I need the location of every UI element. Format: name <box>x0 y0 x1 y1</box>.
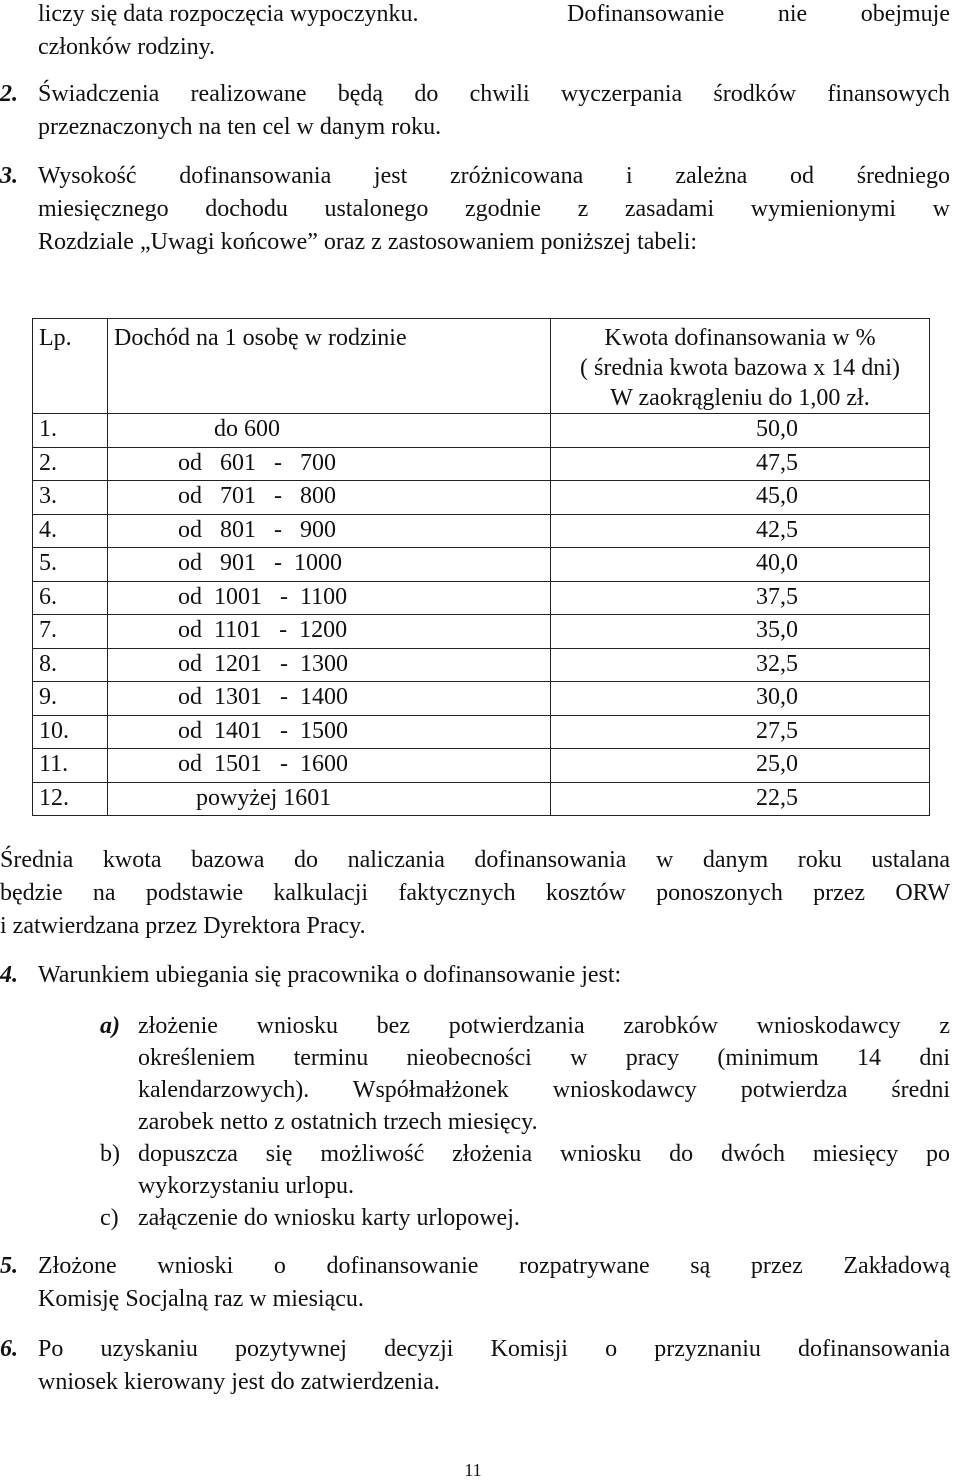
row-lp: 8. <box>33 648 108 682</box>
row-amount: 45,0 <box>551 481 930 515</box>
row-amount: 47,5 <box>551 447 930 481</box>
row-lp: 9. <box>33 682 108 716</box>
row-income: od 701 - 800 <box>108 481 551 515</box>
table-row <box>33 548 930 582</box>
row-income: od 1001 - 1100 <box>108 581 551 615</box>
item-3-number: 3. <box>0 163 18 189</box>
table-body <box>33 414 930 816</box>
header-amount-line1: Kwota dofinansowania w % <box>604 325 876 351</box>
row-income: od 1201 - 1300 <box>108 648 551 682</box>
item-3-line3: Rozdziale „Uwagi końcowe” oraz z zastosowaniem poniższej tabeli: <box>38 229 698 255</box>
row-lp: 10. <box>33 715 108 749</box>
table-row <box>33 782 930 816</box>
table-row <box>33 648 930 682</box>
row-lp: 11. <box>33 749 108 783</box>
header-amount-line3: W zaokrągleniu do 1,00 zł. <box>610 385 870 411</box>
item-4a-line4: zarobek netto z ostatnich trzech miesięcy. <box>138 1109 538 1135</box>
row-income: od 901 - 1000 <box>108 548 551 582</box>
row-amount: 37,5 <box>551 581 930 615</box>
row-amount: 50,0 <box>551 414 930 448</box>
table-row <box>33 715 930 749</box>
intro-text-right: Dofinansowanie nie obejmuje <box>567 1 950 27</box>
row-lp: 4. <box>33 514 108 548</box>
header-amount-line2: ( średnia kwota bazowa x 14 dni) <box>580 355 900 381</box>
row-amount: 22,5 <box>551 782 930 816</box>
header-income: Dochód na 1 osobę w rodzinie <box>108 319 551 414</box>
row-lp: 1. <box>33 414 108 448</box>
item-5-number: 5. <box>0 1253 18 1279</box>
item-6-line1: Po uzyskaniu pozytywnej decyzji Komisji o przyznaniu dofinansowania <box>38 1336 950 1362</box>
item-4-line1: Warunkiem ubiegania się pracownika o dofinansowanie jest: <box>38 962 622 988</box>
table-row <box>33 481 930 515</box>
item-4c-marker: c) <box>100 1205 119 1231</box>
row-amount: 27,5 <box>551 715 930 749</box>
row-income: do 600 <box>108 414 551 448</box>
item-2-line1: Świadczenia realizowane będą do chwili wyczerpania środków finansowych <box>38 81 950 107</box>
item-2-line2: przeznaczonych na ten cel w danym roku. <box>38 114 442 140</box>
row-lp: 7. <box>33 615 108 649</box>
row-income: od 601 - 700 <box>108 447 551 481</box>
item-4a-line3: kalendarzowych). Współmałżonek wnioskodawcy potwierdza średni <box>138 1077 950 1103</box>
item-2-number: 2. <box>0 81 18 107</box>
row-amount: 25,0 <box>551 749 930 783</box>
item-4a-line1: złożenie wniosku bez potwierdzania zarobków wnioskodawcy z <box>138 1013 950 1039</box>
item-4-number: 4. <box>0 962 18 988</box>
row-income: od 1301 - 1400 <box>108 682 551 716</box>
subsidy-table <box>32 318 930 816</box>
table-row <box>33 615 930 649</box>
note-line2: będzie na podstawie kalkulacji faktycznych kosztów ponoszonych przez ORW <box>0 880 950 906</box>
row-income: od 801 - 900 <box>108 514 551 548</box>
page-number: 11 <box>464 1460 482 1480</box>
item-6-number: 6. <box>0 1336 18 1362</box>
row-amount: 32,5 <box>551 648 930 682</box>
table-row <box>33 514 930 548</box>
header-lp: Lp. <box>33 319 108 414</box>
item-4c-line1: załączenie do wniosku karty urlopowej. <box>138 1205 520 1231</box>
row-lp: 12. <box>33 782 108 816</box>
item-4b-line1: dopuszcza się możliwość złożenia wniosku do dwóch miesięcy po <box>138 1141 950 1167</box>
item-3-line2: miesięcznego dochodu ustalonego zgodnie z zasadami wymienionymi w <box>38 196 950 222</box>
row-amount: 40,0 <box>551 548 930 582</box>
table-row <box>33 414 930 448</box>
item-3-line1: Wysokość dofinansowania jest zróżnicowana i zależna od średniego <box>38 163 950 189</box>
intro-text-line2: członków rodziny. <box>38 34 216 60</box>
note-line1: Średnia kwota bazowa do naliczania dofinansowania w danym roku ustalana <box>0 847 950 873</box>
row-lp: 2. <box>33 447 108 481</box>
item-4a-marker: a) <box>100 1013 120 1039</box>
item-4b-line2: wykorzystaniu urlopu. <box>138 1173 354 1199</box>
intro-text-left: liczy się data rozpoczęcia wypoczynku. <box>38 1 419 27</box>
header-amount <box>551 319 930 414</box>
item-4a-line2: określeniem terminu nieobecności w pracy (minimum 14 dni <box>138 1045 950 1071</box>
row-lp: 5. <box>33 548 108 582</box>
row-income: powyżej 1601 <box>108 782 551 816</box>
item-5-line2: Komisję Socjalną raz w miesiącu. <box>38 1286 364 1312</box>
table-row <box>33 581 930 615</box>
row-income: od 1401 - 1500 <box>108 715 551 749</box>
row-amount: 35,0 <box>551 615 930 649</box>
row-amount: 30,0 <box>551 682 930 716</box>
row-lp: 6. <box>33 581 108 615</box>
row-income: od 1501 - 1600 <box>108 749 551 783</box>
row-income: od 1101 - 1200 <box>108 615 551 649</box>
row-amount: 42,5 <box>551 514 930 548</box>
item-6-line2: wniosek kierowany jest do zatwierdzenia. <box>38 1369 440 1395</box>
table-row <box>33 447 930 481</box>
item-4b-marker: b) <box>100 1141 120 1167</box>
table-header-row <box>33 319 930 414</box>
table-row <box>33 749 930 783</box>
row-lp: 3. <box>33 481 108 515</box>
note-line3: i zatwierdzana przez Dyrektora Pracy. <box>0 913 366 939</box>
item-5-line1: Złożone wnioski o dofinansowanie rozpatrywane są przez Zakładową <box>38 1253 950 1279</box>
table-row <box>33 682 930 716</box>
